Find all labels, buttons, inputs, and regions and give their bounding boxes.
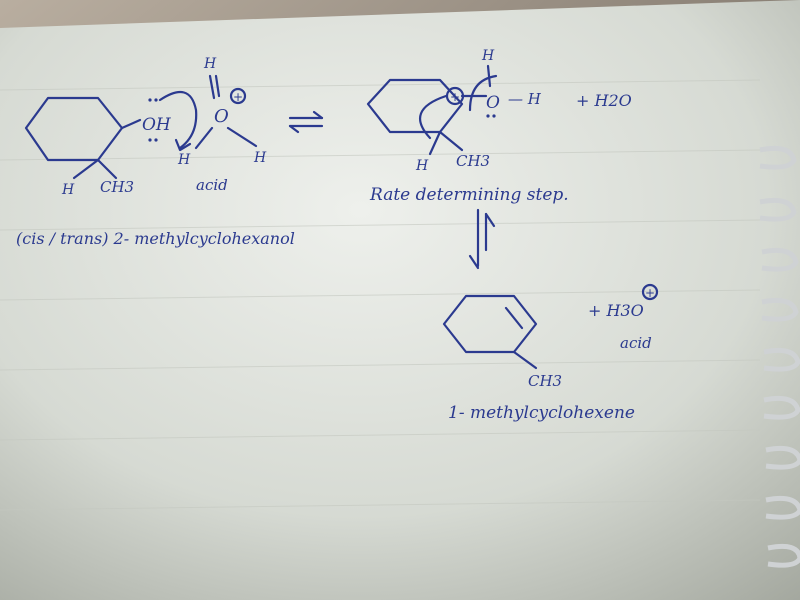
reactant-h-label: H — [62, 182, 75, 198]
product-acid-caption: acid — [620, 334, 652, 352]
svg-text:+: + — [233, 90, 244, 104]
reactant-name: (cis / trans) 2- methylcyclohexanol — [16, 229, 295, 248]
product-ch3-label: CH3 — [528, 372, 563, 390]
acid-h-right: H — [254, 150, 267, 166]
svg-text:+: + — [450, 90, 461, 104]
acid-o-label: O — [214, 106, 229, 127]
intermediate-h-top: H — [482, 48, 495, 64]
acid-h-left: H — [178, 152, 191, 168]
intermediate-ch3-label: CH3 — [456, 152, 491, 170]
reactant-ch3-label: CH3 — [100, 178, 135, 196]
product-name: 1- methylcyclohexene — [448, 403, 635, 423]
acid-caption: acid — [196, 176, 228, 194]
rate-determining-caption: Rate determining step. — [370, 185, 569, 205]
intermediate-h-right: — H — [508, 90, 541, 108]
intermediate-h-label: H — [416, 158, 429, 174]
intermediate-o-label: O — [486, 93, 500, 113]
plus-hydronium: + H3O — [588, 301, 644, 320]
acid-h-top: H — [204, 56, 217, 72]
plus-water: + H2O — [576, 91, 632, 110]
svg-text:+: + — [645, 286, 656, 300]
oh-label: OH — [142, 115, 171, 135]
